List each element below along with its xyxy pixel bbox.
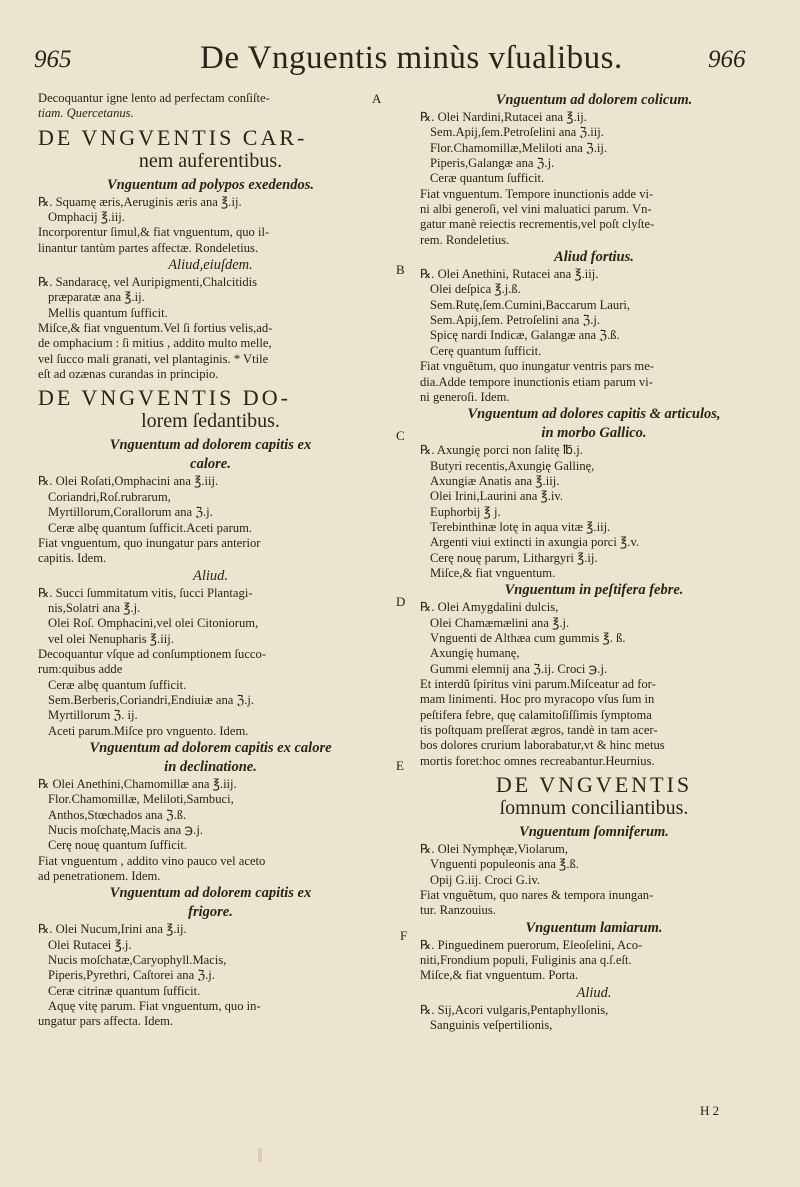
margin-letter-c: C bbox=[396, 428, 405, 443]
text-line: Fiat vnguẽtum, quo nares & tempora inungan- bbox=[420, 888, 654, 903]
text-line: præparatæ ana ℥.ij. bbox=[48, 290, 145, 305]
text-line: de omphacium : ſi mitius , addito multo melle, bbox=[38, 336, 272, 351]
text-line: gatur manè reiectis recrementis,vel poſt clyſte- bbox=[420, 217, 655, 232]
text-line: Butyri recentis,Axungię Gallinę, bbox=[430, 458, 595, 473]
text-line: Ceræ albę quantum ſufficit. bbox=[48, 677, 187, 692]
text-line: Axungiæ Anatis ana ℥.iij. bbox=[430, 473, 560, 488]
text-line: Flor.Chamomillæ,Meliloti ana ℨ.ij. bbox=[430, 140, 608, 155]
margin-letter-e: E bbox=[396, 758, 404, 773]
text-line: Spicę nardi Indicæ, Galangæ ana ℨ.ß. bbox=[430, 328, 620, 343]
text-line: Vnguenti populeonis ana ℥.ß. bbox=[430, 857, 579, 872]
recipe-title: frigore. bbox=[188, 904, 233, 921]
text-line: ℞. Olei Nucum,Irini ana ℥.ij. bbox=[38, 922, 187, 937]
text-line: ℞. Olei Anethini, Rutacei ana ℥.iij. bbox=[420, 267, 599, 282]
section-heading: ſomnum conciliantibus. bbox=[499, 797, 689, 820]
text-line: Ceræ citrinæ quantum ſufficit. bbox=[48, 983, 201, 998]
text-line: eſt ad ozænas curandas in principio. bbox=[38, 367, 219, 382]
text-line: Et interdũ ſpiritus vini parum.Miſceatur ad for- bbox=[420, 677, 656, 691]
text-line: Fiat vnguẽtum, quo inungatur ventris pars me- bbox=[420, 359, 654, 374]
recipe-title: Vnguentum ſomniferum. bbox=[519, 824, 669, 841]
text-line: Myrtillorum,Corallorum ana ℨ.j. bbox=[48, 505, 213, 520]
text-line: Ceræ albę quantum ſufficit.Aceti parum. bbox=[48, 520, 253, 535]
margin-letter-d: D bbox=[396, 594, 406, 609]
section-heading: DE VNGVENTIS CAR- bbox=[38, 124, 308, 150]
text-line: rem. Rondeletius. bbox=[420, 232, 510, 247]
text-line: bos dolores crurium laborabatur,vt & hinc metus bbox=[420, 738, 665, 753]
text-line: Mellis quantum ſufficit. bbox=[48, 305, 168, 320]
text-line: ni generoſi. Idem. bbox=[420, 389, 510, 404]
text-line: Cerę nouę quantum ſufficit. bbox=[48, 838, 187, 853]
text-line: ℞. Pinguedinem puerorum, Eleoſelini, Aco- bbox=[420, 937, 643, 952]
text-line: Ceræ quantum ſufficit. bbox=[430, 171, 545, 186]
text-line: dia.Adde tempore inunctionis etiam parum vi- bbox=[420, 374, 653, 389]
text-line: Argenti viui extincti in axungia porci ℥.v. bbox=[430, 535, 640, 550]
text-line: ℞. Olei Nymphęæ,Violarum, bbox=[420, 842, 568, 857]
text-line: capitis. Idem. bbox=[38, 551, 107, 566]
text-line: Miſce,& fiat vnguentum. Porta. bbox=[420, 968, 579, 983]
text-line: peſtifera febre, quę calamitoſiſſimis ſymptoma bbox=[420, 707, 652, 722]
text-line: Piperis,Galangæ ana ℨ.j. bbox=[430, 156, 555, 171]
running-title: De Vnguentis minùs vſualibus. bbox=[200, 40, 623, 76]
recipe-title: Aliud,eiuſdem. bbox=[168, 257, 253, 274]
text-line: Axungię humanę, bbox=[430, 646, 520, 661]
text-line: Sem.Berberis,Coriandri,Endiuiæ ana ℨ.j. bbox=[48, 692, 255, 707]
margin-letter-f: F bbox=[400, 928, 408, 943]
text-line: linantur tantùm partes affectæ. Rondeletius. bbox=[38, 240, 259, 255]
text-line: tiam. Quercetanus. bbox=[38, 106, 134, 121]
margin-letter-b: B bbox=[396, 262, 405, 277]
text-line: mortis foret:hoc omnes recreabantur.Heurnius. bbox=[420, 753, 655, 768]
recipe-title: Aliud fortius. bbox=[554, 249, 634, 266]
text-line: Piperis,Pyrethri, Caſtorei ana ℨ.j. bbox=[48, 968, 215, 983]
text-line: Incorporentur ſimul,& fiat vnguentum, quo il- bbox=[38, 225, 270, 240]
text-line: Sem.Rutę,ſem.Cumini,Baccarum Lauri, bbox=[430, 297, 631, 312]
text-line: Flor.Chamomillæ, Meliloti,Sambuci, bbox=[48, 792, 234, 807]
text-line: ungatur pars affecta. Idem. bbox=[38, 1014, 174, 1029]
text-line: Vnguenti de Althæa cum gummis ℥. ß. bbox=[430, 630, 626, 645]
text-line: vel olei Nenupharis ℥.iij. bbox=[48, 631, 174, 646]
text-line: Olei deſpica ℥.j.ß. bbox=[430, 282, 521, 297]
text-line: Myrtillorum ℨ. ij. bbox=[48, 708, 138, 723]
section-heading: nem auferentibus. bbox=[138, 149, 283, 172]
recipe-title: Vnguentum ad dolorem capitis ex calore bbox=[89, 739, 332, 756]
text-line: Fiat vnguentum. Tempore inunctionis adde vi- bbox=[420, 186, 654, 201]
recipe-title: Vnguentum ad dolorem capitis ex bbox=[109, 437, 312, 454]
text-line: nis,Solatri ana ℥.j. bbox=[48, 600, 141, 615]
text-line: Fiat vnguentum , addito vino pauco vel aceto bbox=[38, 853, 266, 868]
text-line: ℞. Axungię porci non ſalitę ℔.j. bbox=[420, 443, 583, 458]
text-line: ni albi generoſi, vel vini maluatici parum. Vn- bbox=[420, 202, 652, 217]
paper-mark bbox=[258, 1148, 262, 1162]
text-line: ℞. Olei Roſati,Omphacini ana ℥.iij. bbox=[38, 474, 219, 489]
text-line: Opij G.iij. Croci G.iv. bbox=[430, 872, 541, 887]
text-line: Miſce,& fiat vnguentum. bbox=[430, 565, 556, 580]
recipe-title: Vnguentum ad polypos exedendos. bbox=[106, 176, 315, 193]
text-line: Coriandri,Roſ.rubrarum, bbox=[48, 489, 171, 504]
text-line: Miſce,& fiat vnguentum.Vel ſi fortius velis,ad- bbox=[38, 321, 273, 336]
page-number-left: 965 bbox=[34, 46, 72, 73]
section-heading: DE VNGVENTIS DO- bbox=[38, 385, 291, 411]
text-line: Aceti parum.Miſce pro vnguento. Idem. bbox=[48, 723, 249, 738]
recipe-title: Aliud. bbox=[576, 984, 612, 1001]
text-line: ad penetrationem. Idem. bbox=[38, 869, 161, 884]
text-line: ℞. Olei Nardini,Rutacei ana ℥.ij. bbox=[420, 110, 587, 124]
text-line: Nucis moſchatæ,Caryophyll.Macis, bbox=[48, 953, 227, 968]
recipe-title: Vnguentum ad dolorem capitis ex bbox=[109, 885, 312, 902]
text-line: Sem.Apij,ſem.Petroſelini ana ℨ.iij. bbox=[430, 125, 604, 140]
text-line: ℞ Olei Anethini,Chamomillæ ana ℥.iij. bbox=[38, 776, 237, 791]
page-number-right: 966 bbox=[708, 46, 746, 73]
text-line: Aquę vitę parum. Fiat vnguentum, quo in- bbox=[48, 999, 261, 1014]
section-heading: lorem ſedantibus. bbox=[141, 410, 280, 433]
text-line: Decoquantur vſque ad conſumptionem ſucco- bbox=[38, 646, 267, 661]
recipe-title: in declinatione. bbox=[164, 758, 257, 775]
text-line: Fiat vnguentum, quo inungatur pars anterior bbox=[38, 535, 261, 550]
text-line: tis poſtquam preſſerat ægros, tandè in tam acer- bbox=[420, 723, 658, 738]
text-line: Terebinthinæ lotę in aqua vitæ ℥.iij. bbox=[430, 519, 611, 534]
text-line: Olei Chamæmælini ana ℥.j. bbox=[430, 615, 570, 630]
right-column bbox=[420, 91, 768, 1034]
recipe-title: Vnguentum ad dolorem colicum. bbox=[495, 92, 693, 108]
text-line: Olei Roſ. Omphacini,vel olei Citoniorum, bbox=[48, 616, 259, 631]
text-line: tur. Ranzouius. bbox=[420, 903, 496, 918]
text-line: Gummi elemnij ana ℨ.ij. Croci ℈.j. bbox=[430, 661, 608, 676]
recipe-title: calore. bbox=[190, 456, 231, 473]
text-line: vel ſucco mali granati, vel plantaginis. * Vtile bbox=[38, 351, 269, 366]
text-line: ℞. Sij,Acori vulgaris,Pentaphyllonis, bbox=[420, 1002, 609, 1017]
signature-mark: H 2 bbox=[700, 1103, 720, 1118]
text-line: Euphorbij ℥ j. bbox=[430, 504, 501, 519]
text-line: mam linimenti. Hoc pro myracopo vſus ſum in bbox=[420, 692, 655, 707]
text-line: ℞. Sandaracę, vel Auripigmenti,Chalcitidis bbox=[38, 275, 258, 290]
text-line: Olei Irini,Laurini ana ℥.iv. bbox=[430, 489, 564, 504]
left-column bbox=[38, 91, 383, 1030]
text-line: Olei Rutacei ℥.j. bbox=[48, 937, 132, 952]
text-line: Nucis moſchatę,Macis ana ℈.j. bbox=[48, 823, 203, 837]
recipe-title: Vnguentum in peſtifera febre. bbox=[504, 582, 684, 599]
recipe-title: Vnguentum lamiarum. bbox=[525, 919, 663, 936]
section-heading: DE VNGVENTIS bbox=[495, 772, 693, 798]
text-line: ℞. Olei Amygdalini dulcis, bbox=[420, 600, 559, 615]
margin-letter-a: A bbox=[372, 91, 382, 106]
text-line: Sanguinis veſpertilionis, bbox=[430, 1018, 553, 1033]
text-line: niti,Frondium populi, Fuliginis ana q.ſ.eſt. bbox=[420, 953, 632, 968]
text-line: Sem.Apij,ſem. Petroſelini ana ℨ.j. bbox=[430, 313, 601, 328]
recipe-title: Vnguentum ad dolores capitis & articulos, bbox=[467, 406, 721, 423]
text-line: ℞. Succi ſummitatum vitis, ſucci Plantagi- bbox=[38, 585, 253, 600]
text-line: Anthos,Stœchados ana ℨ.ß. bbox=[48, 807, 187, 822]
recipe-title: Aliud. bbox=[192, 567, 229, 584]
text-line: rum:quibus adde bbox=[38, 662, 123, 677]
text-line: Cerę nouę parum, Lithargyri ℥.ij. bbox=[430, 550, 598, 565]
text-line: ℞. Squamę æris,Aeruginis æris ana ℥.ij. bbox=[38, 194, 242, 209]
text-line: Omphacij ℥.iij. bbox=[48, 210, 125, 225]
text-line: Decoquantur igne lento ad perfectam conſiſte- bbox=[38, 91, 270, 105]
recipe-title: in morbo Gallico. bbox=[541, 425, 647, 442]
text-line: Cerę quantum ſufficit. bbox=[430, 343, 542, 358]
